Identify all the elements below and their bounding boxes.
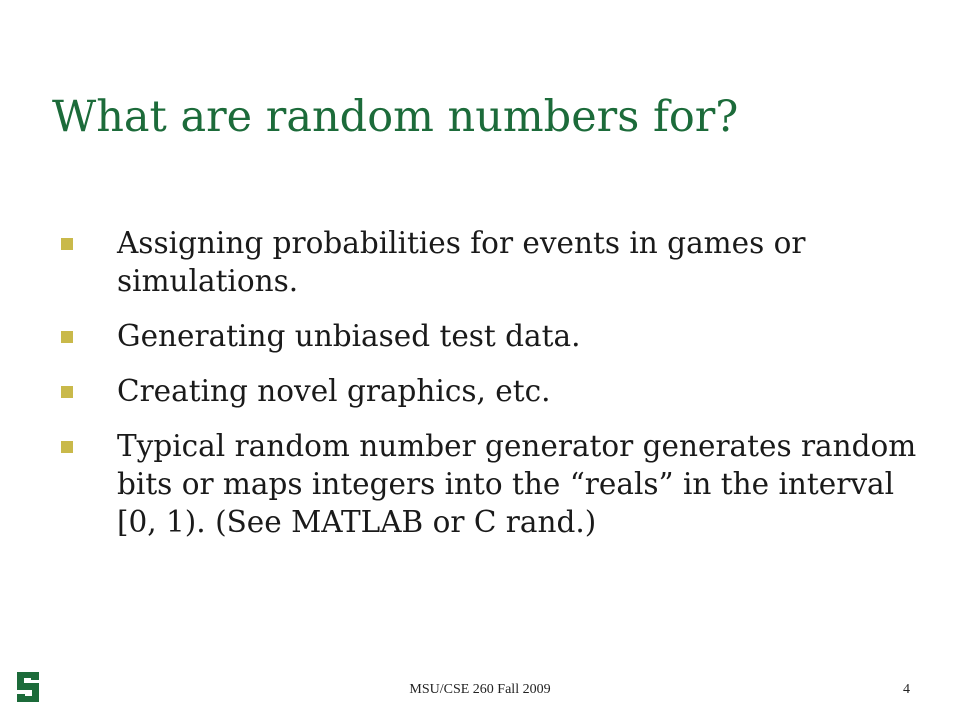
slide-title: What are random numbers for? <box>52 92 739 142</box>
page-number: 4 <box>903 682 910 697</box>
bullet-item <box>60 317 920 355</box>
bullet-text: Typical random number generator generates random bits or maps integers into the “reals” in the interval [0, 1). (See MATLAB or C rand.) <box>117 429 917 539</box>
bullet-text: Creating novel graphics, etc. <box>117 374 551 408</box>
square-bullet-icon <box>61 331 73 343</box>
footer-text: MSU/CSE 260 Fall 2009 <box>409 682 551 697</box>
bullet-text: Generating unbiased test data. <box>117 319 581 353</box>
bullet-list <box>60 224 920 558</box>
square-bullet-icon <box>61 441 73 453</box>
bullet-item <box>60 224 920 300</box>
square-bullet-icon <box>61 238 73 250</box>
bullet-item <box>60 427 920 541</box>
bullet-item <box>60 372 920 410</box>
bullet-text: Assigning probabilities for events in games or simulations. <box>117 226 806 298</box>
square-bullet-icon <box>61 386 73 398</box>
